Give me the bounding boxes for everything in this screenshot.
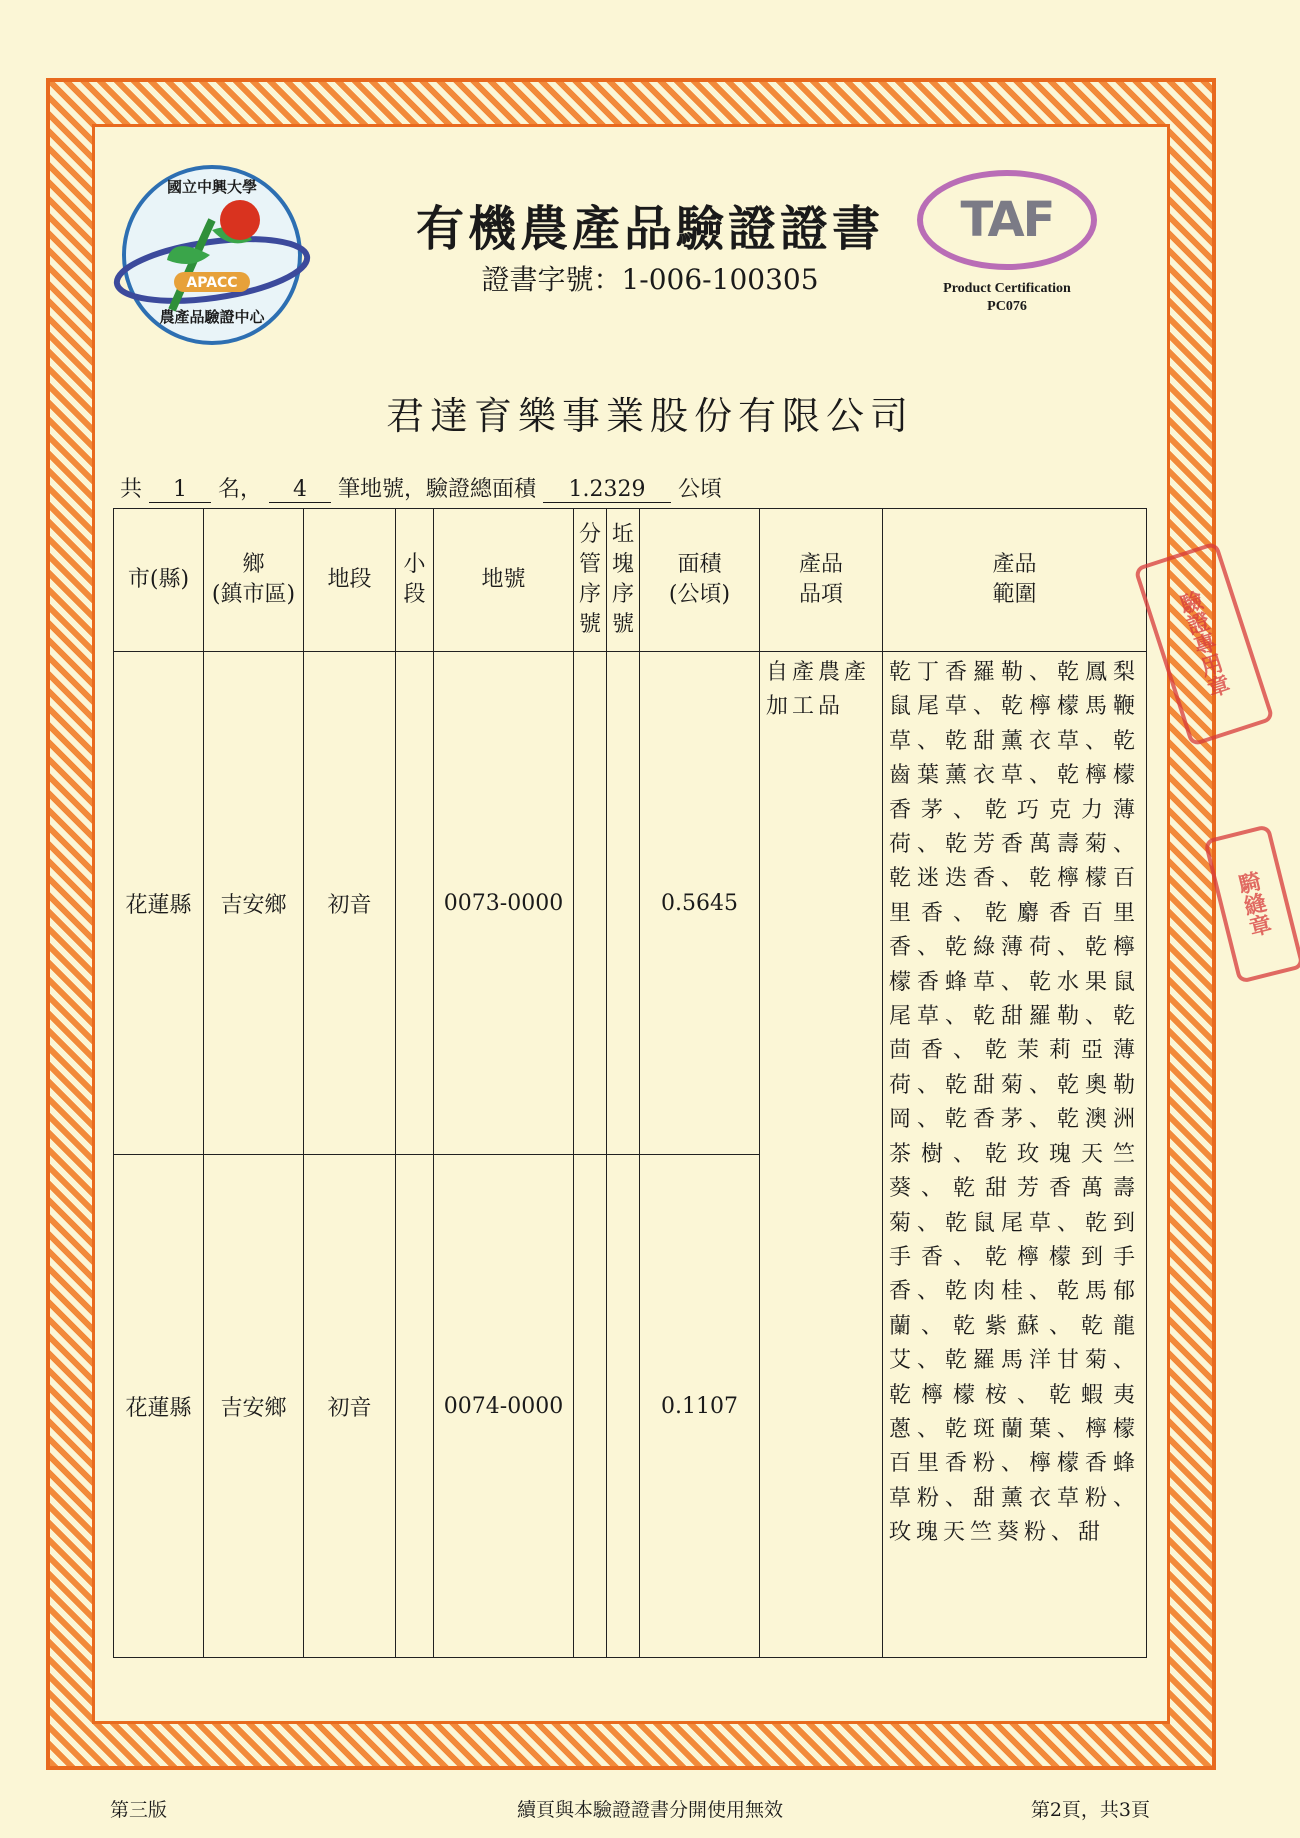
summary-prefix: 共 [120, 477, 143, 502]
header-item-line2: 品項 [798, 582, 843, 607]
header-product-item [760, 509, 883, 652]
cell-lot: 0073-0000 [434, 652, 574, 1155]
header-product-scope [883, 509, 1147, 652]
taf-line2: PC076 [987, 299, 1027, 314]
cell-township: 吉安鄉 [204, 652, 304, 1155]
cell-section: 初音 [304, 1155, 396, 1658]
cell-township: 吉安鄉 [204, 1155, 304, 1658]
red-seal-stamp: 騎縫章 [1203, 824, 1300, 984]
header-area-line2: (公頃) [668, 582, 731, 607]
header-subsection-line1: 小 [403, 552, 426, 577]
header-subsection [396, 509, 434, 652]
cell-product-scope: 乾丁香羅勒、乾鳳梨鼠尾草、乾檸檬馬鞭草、乾甜薰衣草、乾齒葉薰衣草、乾檸檬香茅、乾巧克力薄荷、乾芳香萬壽菊、乾迷迭香、乾檸檬百里香、乾麝香百里香、乾綠薄荷、乾檸檬香蜂草、乾水果鼠尾草、乾甜羅勒、乾茴香、乾茉莉亞薄荷、乾甜菊、乾奧勒岡、乾香茅、乾澳洲茶樹、乾玫瑰天竺葵、乾甜芳香萬壽菊、乾鼠尾草、乾到手香、乾檸檬到手香、乾肉桂、乾馬郁蘭、乾紫蘇、乾龍艾、乾羅馬洋甘菊、乾檸檬桉、乾蝦夷蔥、乾斑蘭葉、檸檬百里香粉、檸檬香蜂草粉、甜薰衣草粉、玫瑰天竺葵粉、甜 [883, 652, 1147, 1658]
header-plot-seq [607, 509, 640, 652]
red-seal-stamp: 驗證專用章 [1133, 541, 1275, 747]
summary-total-area: 1.2329 [543, 477, 671, 503]
cell-plot-seq [607, 1155, 640, 1658]
header-city: 市(縣) [114, 509, 204, 652]
cell-area: 0.1107 [640, 1155, 760, 1658]
header-township-line1: 鄉 [242, 552, 265, 577]
certificate-title: 有機農產品驗證證書 [415, 201, 884, 257]
header-area [640, 509, 760, 652]
header-scope-line2: 範圍 [992, 582, 1037, 607]
cell-subsection [396, 1155, 434, 1658]
logo-abbr: APACC [186, 275, 238, 291]
header-plot-char: 號 [611, 612, 634, 637]
cell-mgmt-seq [574, 652, 607, 1155]
summary-lot-count: 4 [269, 477, 331, 503]
header-township [204, 509, 304, 652]
certification-summary [120, 472, 722, 503]
header-mgmt-char: 號 [578, 612, 601, 637]
logo-center-text: 農產品驗證中心 [159, 308, 265, 326]
cell-plot-seq [607, 652, 640, 1155]
cell-area: 0.5645 [640, 652, 760, 1155]
header-mgmt-char: 分 [578, 522, 601, 547]
header-mgmt-char: 管 [578, 552, 601, 577]
header-item-line1: 產品 [798, 552, 843, 577]
summary-people-count: 1 [149, 477, 211, 503]
summary-mid1: 名， [218, 477, 263, 502]
header-mgmt-seq [574, 509, 607, 652]
header-subsection-line2: 段 [403, 582, 426, 607]
header-mgmt-char: 序 [578, 582, 601, 607]
footer-edition: 第三版 [110, 1799, 168, 1821]
taf-line1: Product Certification [943, 281, 1071, 296]
footer-page: 第2頁，共3頁 [1030, 1799, 1150, 1821]
table-header-row [114, 509, 1147, 652]
header-township-line2: (鎮市區) [211, 582, 296, 607]
taf-logo [912, 170, 1102, 340]
header-plot-char: 序 [611, 582, 634, 607]
cell-city: 花蓮縣 [114, 652, 204, 1155]
cell-section: 初音 [304, 652, 396, 1155]
summary-mid2: 筆地號，驗證總面積 [338, 477, 537, 502]
certificate-number: 證書字號：1-006-100305 [481, 263, 819, 296]
logo-university: 國立中興大學 [166, 178, 258, 196]
company-name: 君達育樂事業股份有限公司 [385, 394, 914, 438]
cell-subsection [396, 652, 434, 1155]
header-area-line1: 面積 [677, 552, 722, 577]
cell-lot: 0074-0000 [434, 1155, 574, 1658]
cell-city: 花蓮縣 [114, 1155, 204, 1658]
table-row [114, 652, 1147, 1155]
summary-unit: 公頃 [678, 477, 723, 502]
header-plot-char: 坵 [611, 522, 634, 547]
taf-mark: TAF [917, 170, 1097, 270]
land-lot-table [113, 508, 1147, 1658]
header-plot-char: 塊 [611, 552, 634, 577]
header-lot: 地號 [434, 509, 574, 652]
cell-mgmt-seq [574, 1155, 607, 1658]
footer-notice: 續頁與本驗證證書分開使用無效 [516, 1799, 783, 1821]
cell-product-item: 自產農產加工品 [760, 652, 883, 1658]
header-section: 地段 [304, 509, 396, 652]
header-scope-line1: 產品 [992, 552, 1037, 577]
